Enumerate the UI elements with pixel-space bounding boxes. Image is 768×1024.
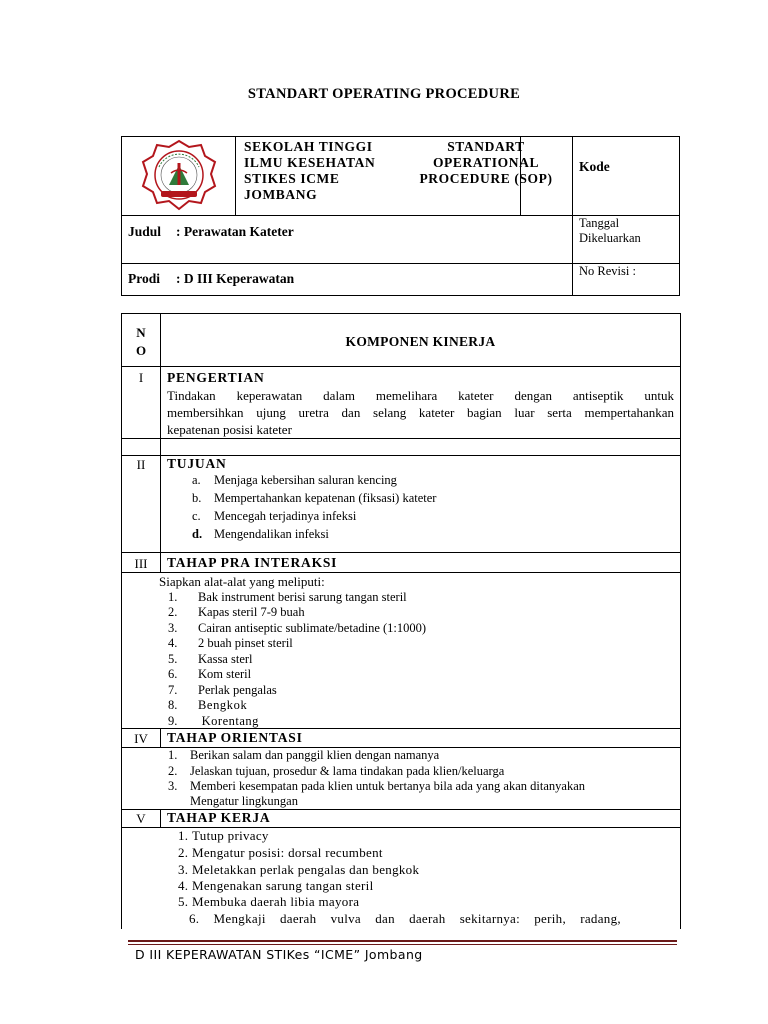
prodi-label: Prodi	[128, 271, 161, 286]
list-marker: b.	[192, 491, 202, 505]
section-title: PENGERTIAN	[167, 370, 265, 385]
institution-logo-icon	[135, 137, 223, 213]
list-marker: 7.	[168, 683, 178, 697]
tanggal-line: Dikeluarkan	[579, 231, 641, 245]
row-divider	[122, 572, 680, 573]
section-intro: Siapkan alat-alat yang meliputi:	[159, 574, 325, 589]
no-header	[122, 324, 160, 360]
list-item	[168, 748, 439, 763]
list-marker: c.	[192, 509, 201, 523]
prodi-cell	[122, 263, 573, 295]
column-divider	[160, 728, 161, 748]
sop-line: OPERATIONAL	[432, 155, 540, 170]
paragraph-line: membersihkan ujung uretra dan selang kateter bagian luar serta mempertahankan	[167, 405, 674, 420]
column-divider	[160, 314, 161, 573]
list-marker: 3.	[168, 621, 178, 635]
list-marker: 2.	[168, 764, 178, 778]
sop-line: PROCEDURE (SOP)	[419, 171, 553, 186]
list-item	[178, 845, 383, 861]
list-item	[178, 828, 269, 844]
list-item	[168, 667, 251, 682]
list-marker: d.	[192, 527, 203, 541]
section-title: TAHAP ORIENTASI	[167, 730, 303, 745]
list-text: Mencegah terjadinya infeksi	[214, 509, 357, 523]
kode-label: Kode	[579, 159, 610, 174]
paragraph-line: kepatenan posisi kateter	[167, 422, 292, 437]
list-marker: 3.	[168, 779, 178, 793]
list-text: Memberi kesempatan pada klien untuk bertanya bila ada yang akan ditanyakan	[190, 779, 585, 793]
komponen-header: KOMPONEN KINERJA	[345, 334, 496, 349]
sop-line: STANDART	[447, 139, 525, 154]
list-text: Membuka daerah libia mayora	[192, 894, 360, 909]
list-marker: 2.	[178, 845, 189, 860]
list-item-partial: 6. Mengkaji daerah vulva dan daerah sekitarnya: perih, radang,	[189, 911, 621, 926]
list-item	[192, 509, 356, 524]
section-number: V	[136, 811, 146, 826]
list-item	[168, 652, 253, 667]
paragraph-line: Tindakan keperawatan dalam memelihara kateter dengan antiseptik untuk	[167, 388, 674, 403]
section-number: III	[134, 556, 148, 571]
section-paragraph	[167, 387, 674, 438]
list-text: Mengendalikan infeksi	[214, 527, 329, 541]
list-marker: 6.	[168, 667, 178, 681]
list-marker: 3.	[178, 862, 189, 877]
list-text: Jelaskan tujuan, prosedur & lama tindakan pada klien/keluarga	[190, 764, 505, 778]
list-text: Berikan salam dan panggil klien dengan namanya	[190, 748, 440, 762]
footer-rule	[128, 944, 677, 945]
footer-rule	[128, 940, 677, 942]
list-marker: 5.	[168, 652, 178, 666]
list-text: Meletakkan perlak pengalas dan bengkok	[192, 862, 420, 877]
school-line: ILMU KESEHATAN	[244, 155, 376, 170]
list-item	[168, 621, 426, 636]
judul-label: Judul	[128, 224, 162, 239]
list-text: Kassa sterl	[198, 652, 253, 666]
list-marker: 2.	[168, 605, 178, 619]
school-line: JOMBANG	[244, 187, 318, 202]
no-header-char: N	[136, 325, 146, 340]
list-text: Kapas steril 7-9 buah	[198, 605, 305, 619]
no-header-char: O	[135, 343, 147, 358]
list-item	[168, 779, 585, 794]
kode-cell	[573, 137, 679, 215]
section-number: IV	[134, 731, 148, 746]
list-item	[178, 862, 419, 878]
tanggal-line: Tanggal	[579, 216, 620, 230]
list-marker: 5.	[178, 894, 189, 909]
list-item	[192, 473, 397, 488]
list-item	[168, 698, 247, 713]
list-marker: 4.	[178, 878, 189, 893]
document-title: STANDART OPERATING PROCEDURE	[247, 86, 521, 102]
list-text: Bengkok	[198, 698, 248, 712]
list-marker: 4.	[168, 636, 178, 650]
section-number: II	[136, 457, 146, 472]
section-title: TAHAP KERJA	[167, 810, 271, 825]
row-divider	[122, 366, 680, 367]
list-text: Perlak pengalas	[198, 683, 277, 697]
judul-value: : Perawatan Kateter	[176, 224, 294, 239]
list-text: Cairan antiseptic sublimate/betadine (1:1000)	[198, 621, 427, 635]
section-title: TUJUAN	[167, 456, 227, 471]
list-text: Mempertahankan kepatenan (fiksasi) kateter	[214, 491, 437, 505]
list-item	[168, 636, 293, 651]
tanggal-cell	[573, 215, 679, 263]
list-item	[168, 714, 259, 729]
list-item-continuation: Mengatur lingkungan	[190, 794, 298, 808]
revisi-cell	[573, 263, 679, 295]
list-text: Kom steril	[198, 667, 252, 681]
list-marker: a.	[192, 473, 201, 487]
row-divider	[122, 438, 680, 439]
revisi-label: No Revisi :	[579, 264, 636, 278]
list-item	[168, 683, 277, 698]
column-divider	[160, 809, 161, 828]
list-text: Mengatur posisi: dorsal recumbent	[192, 845, 383, 860]
list-item	[178, 878, 374, 894]
list-item	[178, 894, 359, 910]
list-text: Menjaga kebersihan saluran kencing	[214, 473, 397, 487]
logo-cell	[122, 137, 236, 215]
prodi-value: : D III Keperawatan	[176, 271, 295, 286]
footer-text: D III KEPERAWATAN STIKes “ICME” Jombang	[135, 947, 423, 962]
list-text: Mengenakan sarung tangan steril	[192, 878, 374, 893]
list-item	[168, 605, 305, 620]
list-marker: 1.	[178, 828, 189, 843]
sop-header-table	[121, 136, 680, 296]
list-item	[168, 590, 407, 605]
judul-cell	[122, 215, 573, 263]
row-divider	[122, 552, 680, 553]
list-marker: 9.	[168, 714, 178, 728]
list-item	[192, 491, 436, 506]
list-marker: 1.	[168, 748, 178, 762]
list-marker: 1.	[168, 590, 178, 604]
list-text: Bak instrument berisi sarung tangan steril	[198, 590, 407, 604]
list-text: Tutup privacy	[192, 828, 269, 843]
list-text: Korentang	[198, 714, 259, 728]
school-line: SEKOLAH TINGGI	[244, 139, 373, 154]
school-line: STIKES ICME	[244, 171, 340, 186]
list-text: 2 buah pinset steril	[198, 636, 293, 650]
list-marker: 8.	[168, 698, 178, 712]
sop-title-cell	[400, 137, 573, 215]
komponen-kinerja-table	[121, 313, 681, 929]
list-item	[168, 764, 504, 779]
list-item	[192, 527, 329, 542]
section-title: TAHAP PRA INTERAKSI	[167, 555, 338, 570]
section-number: I	[138, 370, 144, 385]
